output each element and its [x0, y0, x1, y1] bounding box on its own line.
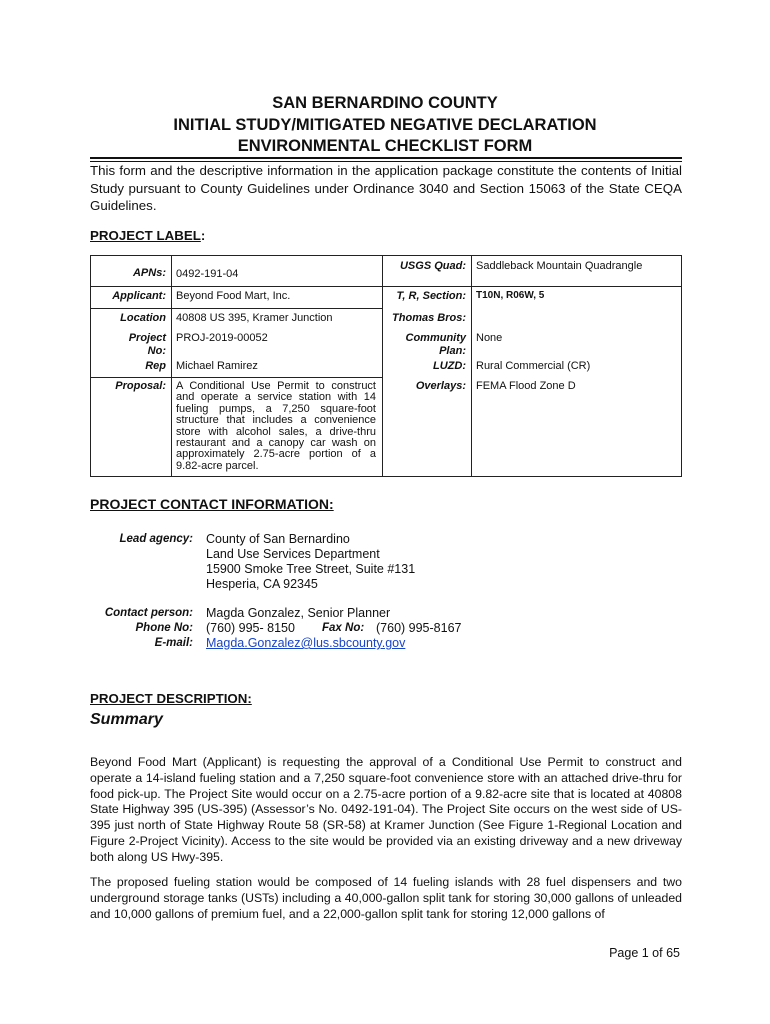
- table-border-right: [681, 255, 682, 477]
- project-contact-heading: PROJECT CONTACT INFORMATION:: [90, 496, 334, 512]
- title-declaration: INITIAL STUDY/MITIGATED NEGATIVE DECLARATION: [173, 116, 597, 134]
- rep-value: Michael Ramirez: [176, 360, 258, 372]
- fueling-station-paragraph: The proposed fueling station would be composed of 14 fueling islands with 28 fuel dispensers and two underground storage tanks (USTs) including a 40,000-gallon split tank for storing 30,000 gallons of unleaded and 10,000 gallons of premium fuel, and a 22,000-gallon split tank for storing 12,000 gallons of: [90, 875, 682, 921]
- project-description-heading: PROJECT DESCRIPTION:: [90, 691, 252, 706]
- email-link[interactable]: Magda.Gonzalez@lus.sbcounty.gov: [206, 636, 406, 650]
- lead-agency-line: County of San Bernardino: [206, 532, 350, 546]
- overlays-value: FEMA Flood Zone D: [476, 380, 576, 392]
- proposal-line: structure that includes a convenience: [176, 414, 376, 427]
- lead-agency-line: 15900 Smoke Tree Street, Suite #131: [206, 562, 416, 576]
- summary-heading: Summary: [90, 711, 163, 728]
- trs-label: T, R, Section:: [396, 290, 466, 302]
- title-rule: [90, 157, 682, 159]
- location-value: 40808 US 395, Kramer Junction: [176, 312, 333, 324]
- rep-label: Rep: [145, 360, 166, 372]
- community-plan-label-line1: Community: [405, 332, 466, 344]
- applicant-label: Applicant:: [112, 290, 166, 302]
- table-row-divider: [90, 377, 382, 378]
- lead-agency-value: [206, 532, 415, 592]
- phone-label: Phone No:: [135, 622, 193, 634]
- usgs-label: USGS Quad:: [399, 260, 466, 272]
- community-plan-value: None: [476, 332, 503, 344]
- proposal-line: A Conditional Use Permit to construct: [176, 380, 376, 392]
- proposal-label: Proposal:: [115, 380, 166, 392]
- table-border-left: [90, 255, 91, 477]
- table-row-divider: [90, 308, 382, 309]
- contact-person-value: Magda Gonzalez, Senior Planner: [206, 606, 391, 620]
- contact-person-label: Contact person:: [104, 607, 193, 619]
- proposal-line: store with alcohol sales, a drive-thru: [176, 425, 376, 438]
- project-no-label: [94, 333, 166, 358]
- intro-paragraph: This form and the descriptive information in the application package constitute the contents of Initial Study pursuant to County Guidelines under Ordinance 3040 and Section 15063 of the State CEQA Guidelines.: [90, 163, 682, 213]
- community-plan-label-line2: Plan:: [439, 345, 466, 358]
- community-plan-label: [382, 333, 466, 358]
- lead-agency-label: Lead agency:: [119, 533, 193, 545]
- proposal-line: fueling pumps, a 7,250 square-foot: [176, 402, 376, 415]
- email-label: E-mail:: [154, 637, 193, 649]
- title-checklist: ENVIRONMENTAL CHECKLIST FORM: [237, 137, 533, 155]
- project-no-value: PROJ-2019-00052: [176, 332, 268, 344]
- trs-value: T10N, R06W, 5: [476, 290, 545, 301]
- project-label-heading: [90, 228, 205, 243]
- fax-label: Fax No:: [322, 622, 365, 634]
- proposal-line: and operate a service station with 14: [176, 391, 376, 404]
- project-no-label-line2: No:: [147, 345, 166, 358]
- apns-label: APNs:: [132, 267, 166, 279]
- luzd-label: LUZD:: [433, 360, 466, 372]
- phone-value: (760) 995- 8150: [206, 621, 295, 635]
- table-row-divider: [90, 286, 682, 287]
- proposal-line: restaurant and a canopy car wash on: [176, 437, 376, 450]
- thomas-bros-label: Thomas Bros:: [392, 312, 466, 324]
- table-border-top: [90, 255, 682, 256]
- fax-value: (760) 995-8167: [376, 621, 462, 635]
- location-label: Location: [120, 312, 166, 324]
- title-county: SAN BERNARDINO COUNTY: [272, 94, 498, 112]
- lead-agency-line: Land Use Services Department: [206, 547, 380, 561]
- lead-agency-line: Hesperia, CA 92345: [206, 577, 318, 591]
- table-divider: [171, 255, 172, 477]
- luzd-value: Rural Commercial (CR): [476, 360, 591, 372]
- proposal-line: 9.82-acre parcel.: [176, 459, 259, 472]
- project-label-heading-text: PROJECT LABEL: [90, 228, 201, 243]
- overlays-label: Overlays:: [415, 380, 466, 392]
- apns-value: 0492-191-04: [176, 268, 239, 280]
- table-divider: [471, 255, 472, 477]
- proposal-value: [176, 381, 376, 472]
- project-no-label-line1: Project: [128, 332, 166, 344]
- project-label-table: [90, 255, 682, 477]
- usgs-value: Saddleback Mountain Quadrangle: [476, 260, 643, 272]
- applicant-value: Beyond Food Mart, Inc.: [176, 290, 291, 302]
- project-label-heading-colon: :: [200, 228, 206, 243]
- proposal-line: approximately 2.75-acre portion of a: [176, 448, 376, 461]
- table-border-bottom: [90, 476, 682, 477]
- page-number: Page 1 of 65: [609, 946, 680, 960]
- summary-paragraph: Beyond Food Mart (Applicant) is requesting the approval of a Conditional Use Permit to construct and operate a 14-island fueling station and a 7,250 square-foot convenience store with an attached drive-thru for food pick-up. The Project Site would occur on a 2.75-acre portion of a 9.82-acre site that is located at 40808 State Highway 395 (US-395) (Assessor’s No. 0492-191-04). The Project Site occurs on the west side of US-395 just north of State Highway Route 58 (SR-58) at Kramer Junction (See Figure 1-Regional Location and Figure 2-Project Vicinity). Access to the site would be provided via an existing driveway and a new driveway both along US Hwy-395.: [90, 755, 682, 864]
